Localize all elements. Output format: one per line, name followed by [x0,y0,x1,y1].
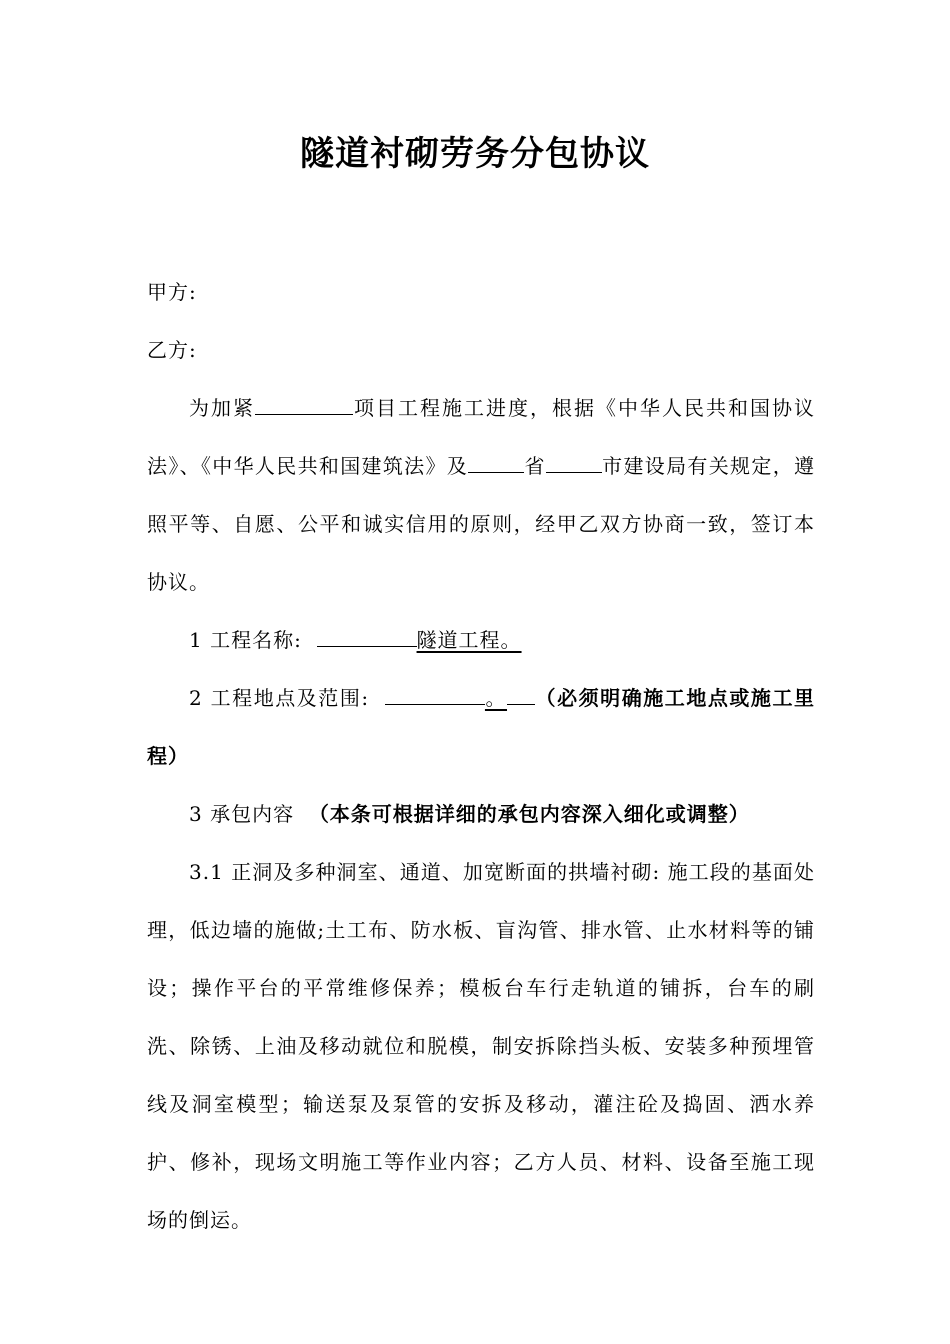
item-1-label: 1 工程名称: [189,628,302,652]
item-2-label: 2 工程地点及范围: [189,686,370,710]
item-2-note: （必须明确施工地点或施工里程） [147,686,816,768]
document-title: 隧道衬砌劳务分包协议 [300,134,650,174]
city-blank [546,450,602,473]
item-1-lead-blank [317,624,417,647]
party-b-line [147,321,815,379]
party-a-label: 甲方: [147,280,197,304]
party-a-line [147,263,815,321]
intro-text-2: 项目工程施工进度，根据《中华人民共和国协议法》、《中华人民共和国建筑法》及 [147,396,815,478]
item-3-label: 3 承包内容 [189,802,295,826]
province-blank [468,450,524,473]
intro-text-3: 省 [524,454,546,478]
item-2-value: 。 [484,686,508,710]
item-3-line [147,785,815,843]
item-2-trail-blank [507,682,535,705]
party-b-label: 乙方: [147,338,197,362]
intro-paragraph [147,379,815,611]
item-3-note: （本条可根据详细的承包内容深入细化或调整） [308,802,750,826]
project-name-blank [255,392,353,415]
item-2-lead-blank [385,682,485,705]
item-3-1-paragraph: 3.1 正洞及多种洞室、通道、加宽断面的拱墙衬砌: 施工段的基面处理，低边墙的施做;土工布、防水板、盲沟管、排水管、止水材料等的铺设；操作平台的平常维修保养；模板台车行走轨道的铺拆，台车的刷洗、除锈、上油及移动就位和脱模，制安拆除挡头板、安装多种预埋管线及洞室模型；输送泵及泵管的安拆及移动，灌注砼及捣固、洒水养护、修补，现场文明施工等作业内容；乙方人员、材料、设备至施工现场的倒运。 [147,860,815,1232]
item-1-line [147,611,815,669]
intro-text-1: 为加紧 [189,396,255,420]
intro-text-4: 市建设局有关规定，遵照平等、自愿、公平和诚实信用的原则，经甲乙双方协商一致，签订本协议。 [147,454,816,594]
document-body [147,263,815,1249]
item-1-value: 隧道工程。 [416,628,522,652]
item-2-line [147,669,815,785]
